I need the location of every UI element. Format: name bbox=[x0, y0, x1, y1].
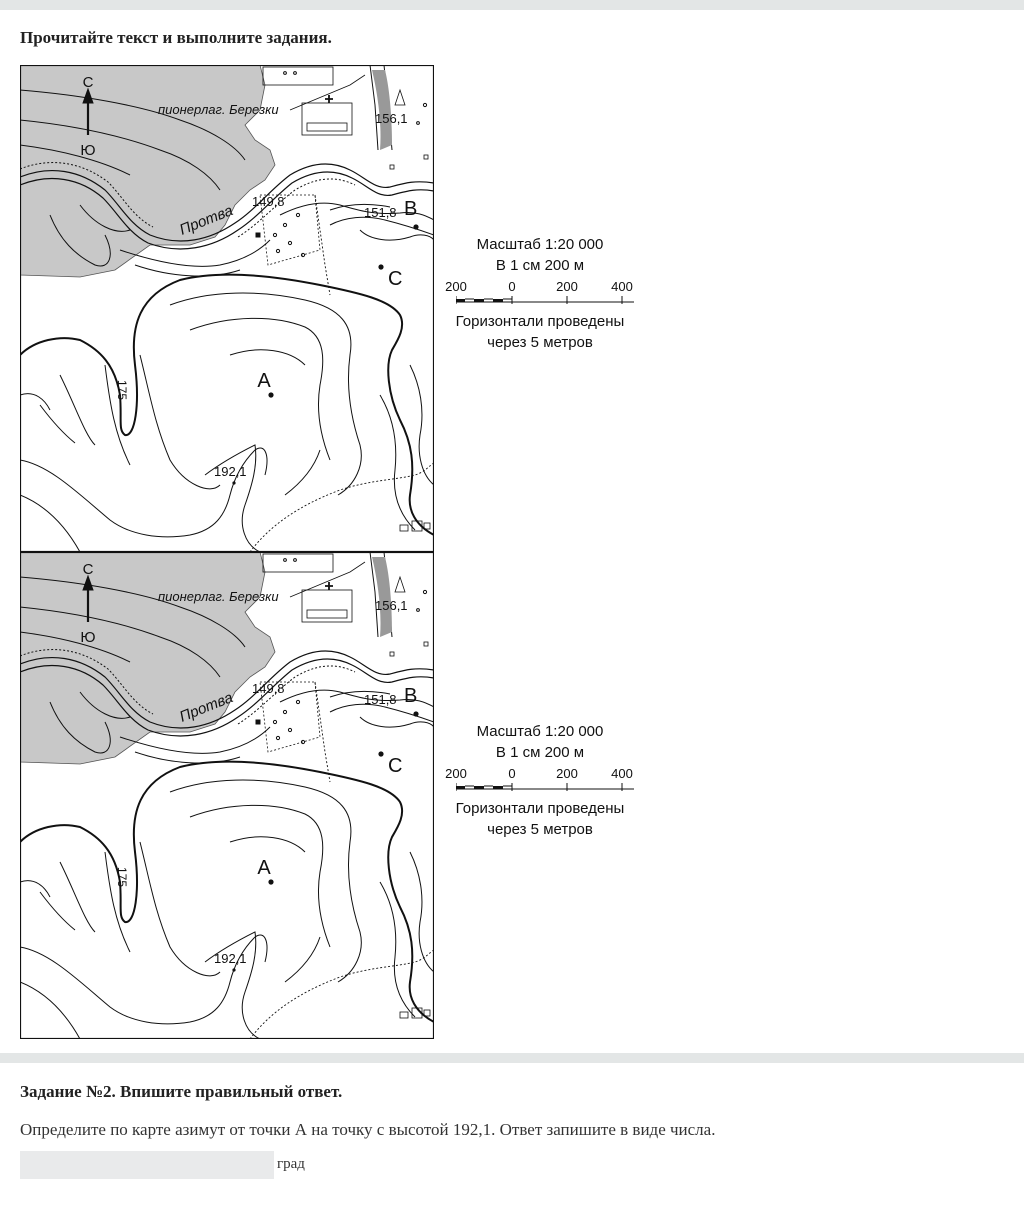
summit-192-marker bbox=[232, 481, 235, 484]
elevation-151-label: 151,8 bbox=[364, 692, 397, 707]
answer-input[interactable] bbox=[20, 1151, 274, 1179]
scale-tick-4: 400 bbox=[611, 279, 633, 294]
scale-per-cm: В 1 см 200 м bbox=[495, 744, 585, 761]
contour-note-line1: Горизонтали проведены bbox=[455, 313, 625, 330]
scale-tick-2: 0 bbox=[508, 279, 516, 294]
intro-text: Прочитайте текст и выполните задания. bbox=[20, 28, 332, 47]
point-c-label: С bbox=[388, 268, 403, 290]
answer-unit: град bbox=[277, 1156, 305, 1172]
scale-tick-1: 200 bbox=[445, 766, 467, 781]
contour-note-line2: через 5 метров bbox=[487, 334, 593, 351]
river-label: Протва bbox=[177, 689, 236, 726]
contour-note-line1: Горизонтали проведены bbox=[455, 800, 625, 817]
scale-bar bbox=[456, 781, 634, 791]
scale-tick-3: 200 bbox=[556, 279, 578, 294]
elevation-192-label: 192,1 bbox=[214, 464, 247, 479]
scale-tick-4: 400 bbox=[611, 766, 633, 781]
elevation-149-label: 149,8 bbox=[252, 194, 285, 209]
contour-note-line2: через 5 метров bbox=[487, 821, 593, 838]
point-c-marker bbox=[378, 751, 383, 756]
task-question: Определите по карте азимут от точки А на точку с высотой 192,1. Ответ запишите в виде числа. bbox=[20, 1120, 716, 1139]
elevation-149-label: 149,8 bbox=[252, 681, 285, 696]
point-b-marker bbox=[413, 711, 418, 716]
point-b-marker bbox=[413, 224, 418, 229]
elevation-156-label: 156,1 bbox=[375, 111, 408, 126]
elevation-192-label: 192,1 bbox=[214, 951, 247, 966]
point-a-marker bbox=[268, 392, 273, 397]
scale-label: Масштаб 1:20 000 bbox=[476, 723, 604, 740]
scale-tick-1: 200 bbox=[445, 279, 467, 294]
river-label: Протва bbox=[177, 202, 236, 239]
contour-175-label: 175 bbox=[115, 380, 129, 401]
camp-label: пионерлаг. Березки bbox=[158, 589, 279, 604]
section-divider bbox=[0, 1053, 1024, 1063]
north-label: С bbox=[82, 561, 94, 578]
point-a-label: А bbox=[257, 857, 271, 879]
point-a-label: А bbox=[257, 370, 271, 392]
point-b-label: В bbox=[404, 685, 418, 707]
task-title: Задание №2. Впишите правильный ответ. bbox=[20, 1082, 343, 1101]
topographic-map-2 bbox=[20, 552, 434, 1039]
point-c-marker bbox=[378, 264, 383, 269]
contour-175-label: 175 bbox=[115, 867, 129, 888]
camp-label: пионерлаг. Березки bbox=[158, 102, 279, 117]
elevation-156-label: 156,1 bbox=[375, 598, 408, 613]
summit-192-marker bbox=[232, 968, 235, 971]
point-b-label: В bbox=[404, 198, 418, 220]
scale-per-cm: В 1 см 200 м bbox=[495, 257, 585, 274]
scale-bar bbox=[456, 294, 634, 304]
point-a-marker bbox=[268, 879, 273, 884]
topographic-map-1 bbox=[20, 65, 434, 552]
south-label: Ю bbox=[80, 142, 96, 159]
scale-tick-2: 0 bbox=[508, 766, 516, 781]
south-label: Ю bbox=[80, 629, 96, 646]
scale-label: Масштаб 1:20 000 bbox=[476, 236, 604, 253]
point-c-label: С bbox=[388, 755, 403, 777]
scale-tick-3: 200 bbox=[556, 766, 578, 781]
north-label: С bbox=[82, 74, 94, 91]
top-divider bbox=[0, 0, 1024, 10]
elevation-151-label: 151,8 bbox=[364, 205, 397, 220]
